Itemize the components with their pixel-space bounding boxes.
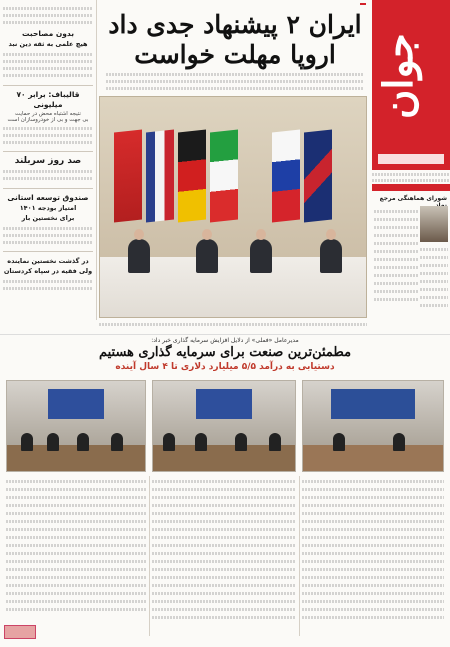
industry-story-head — [0, 334, 450, 380]
left-column — [0, 0, 97, 320]
left-subhead-1: هیچ علمی به ثقه دین نبد — [8, 40, 88, 48]
lead-kicker — [360, 3, 366, 5]
barcode-stamp — [4, 625, 36, 639]
lead-photo — [99, 96, 367, 318]
delegate — [250, 239, 272, 273]
left-text-4 — [3, 225, 93, 247]
left-text-1 — [3, 51, 93, 81]
lead-headline-line-1: ایران ۲ پیشنهاد جدی داد — [108, 10, 362, 39]
left-headline-1: بدون مصاحبت — [21, 29, 75, 38]
left-headline-5: در گذشت نخستین نماینده — [7, 257, 89, 265]
lead-story — [100, 0, 370, 90]
left-text-3 — [3, 168, 93, 184]
masthead — [372, 0, 450, 170]
left-subhead-4: امتیاز بودجه ۱۴۰۱ برای نخستین بار — [19, 204, 77, 222]
left-headline-2: قالیباف: برابر ۷۰ میلیونی — [16, 90, 80, 109]
delegate — [320, 239, 342, 273]
left-headline-3: صد روز سربلند — [14, 156, 82, 166]
story-column-2 — [152, 476, 296, 639]
left-text-5 — [3, 278, 93, 296]
newspaper-logo: جوان — [375, 33, 422, 120]
delegate — [196, 239, 218, 273]
flag-russia — [272, 130, 300, 223]
lead-headline-line-2: اروپا مهلت خواست — [134, 40, 336, 69]
story-photo-2 — [152, 380, 296, 472]
left-headline-4: صندوق توسعه استانی — [7, 193, 89, 202]
flag-china — [114, 130, 142, 223]
columnist-photo — [420, 206, 448, 242]
flag-germany — [178, 130, 206, 223]
story-photo-3 — [302, 380, 444, 472]
section-bar — [372, 184, 450, 191]
left-intro-text — [3, 5, 93, 27]
masthead-strip — [378, 154, 444, 164]
story-subheadline: دستیابی به درآمد ۵/۵ میلیارد دلاری تا ۴ سال آینده — [115, 362, 335, 372]
left-text-2 — [3, 125, 93, 147]
story-overline: مدیرعامل «فملی» از دلایل افزایش سرمایه گذاری خبر داد: — [151, 337, 299, 344]
left-subhead-5: ولی فقیه در سپاه کردستان — [3, 267, 93, 275]
flag-france — [146, 130, 174, 223]
right-column-text — [374, 206, 418, 316]
lead-deck — [100, 70, 370, 90]
left-subhead-2: نتیجه اشتباه محض در حمایت بی جهت و بی از خودروسازان است — [7, 111, 89, 123]
story-photo-1 — [6, 380, 146, 472]
story-column-3 — [302, 476, 444, 639]
right-column-text-2 — [420, 246, 448, 316]
delegate — [128, 239, 150, 273]
lead-photo-caption — [99, 320, 367, 328]
flag-iran — [210, 130, 238, 223]
right-section-title: شورای هماهنگی مرجع — [379, 195, 447, 202]
flag-uk — [304, 130, 332, 223]
story-headline: مطمئن‌ترین صنعت برای سرمایه گذاری هستیم — [98, 345, 352, 360]
story-column-1 — [6, 476, 146, 639]
